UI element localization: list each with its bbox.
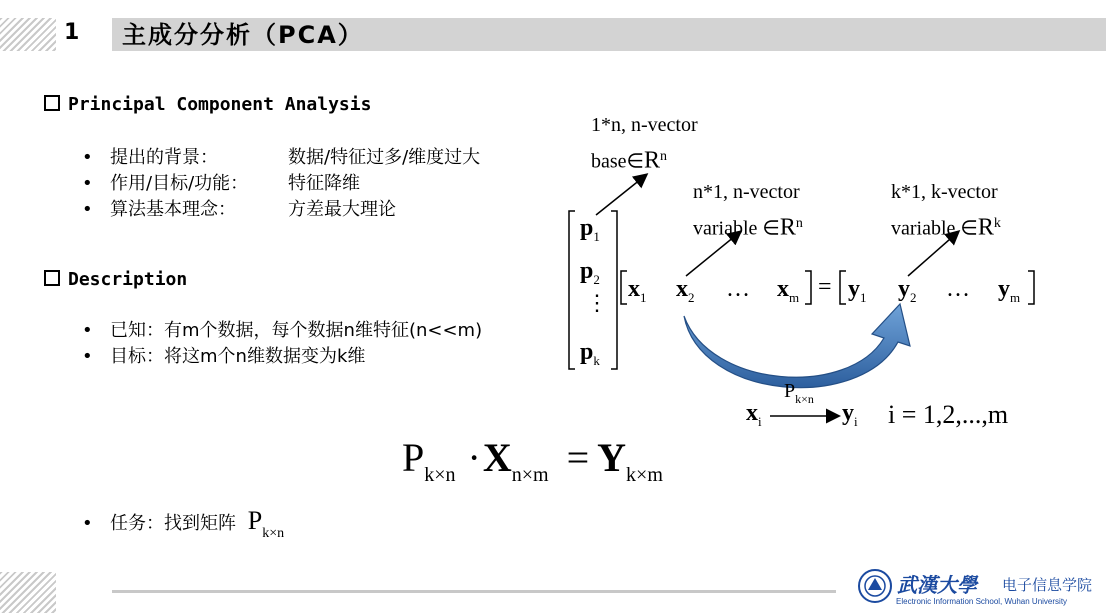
row-equals: = xyxy=(818,274,832,300)
y-entry: $y_1$ xyxy=(848,276,867,305)
bullet-dot-icon: • xyxy=(82,320,93,341)
school-name-cn: 电子信息学院 xyxy=(1002,576,1093,594)
bullet-dot-icon: • xyxy=(82,173,93,194)
pointer-arrow-base xyxy=(596,175,646,215)
item-text: 任务：找到矩阵 xyxy=(110,513,236,534)
transform-curved-arrow xyxy=(684,304,910,388)
footer-hatch-left xyxy=(0,572,56,613)
mapping-label: $P_{k\times n}$ xyxy=(784,380,814,406)
x-row-right-bracket xyxy=(805,271,811,304)
y-row-left-bracket xyxy=(840,271,846,304)
slide-number: 1 xyxy=(64,20,80,45)
item-text: 目标：将这m个n维数据变为k维 xyxy=(110,346,366,367)
variable-note-line2: variable $\in R^n$ xyxy=(693,214,803,241)
bullet-dot-icon: • xyxy=(82,513,93,534)
item-text: 已知：有m个数据，每个数据n维特征(n<<m) xyxy=(110,320,483,341)
pointer-arrow-y2 xyxy=(908,232,958,276)
y-entry: $y_2$ xyxy=(898,276,917,305)
y-ellipsis: … xyxy=(946,276,970,302)
x-ellipsis: … xyxy=(726,276,750,302)
k-note-line1: k*1, k-vector xyxy=(891,181,998,203)
item-value: 数据/特征过多/维度过大 xyxy=(288,147,481,168)
p-entry: $p_2$ xyxy=(580,258,600,287)
university-name-cn: 武漢大學 xyxy=(897,573,977,597)
x-entry: $x_2$ xyxy=(676,276,695,305)
x-entry: $x_1$ xyxy=(628,276,647,305)
p-matrix-right-bracket xyxy=(611,211,617,369)
page-title: 主成分分析（PCA） xyxy=(122,21,364,49)
base-note-line2: $base\in R^n$ xyxy=(591,147,667,174)
p-entry: $p_1$ xyxy=(580,215,600,244)
mapping-from: $x_i$ xyxy=(746,400,762,429)
k-note-line2: variable $\in R^k$ xyxy=(891,214,1001,241)
x-entry: $x_m$ xyxy=(777,276,800,305)
footer-divider xyxy=(112,590,836,593)
index-range: i = 1,2,...,m xyxy=(888,400,1009,429)
bullet-dot-icon: • xyxy=(82,199,93,220)
x-row-left-bracket xyxy=(621,271,627,304)
item-label: 提出的背景： xyxy=(110,147,218,168)
y-entry: $y_m$ xyxy=(998,276,1021,305)
item-value: 方差最大理论 xyxy=(288,199,396,220)
section-heading-text: Description xyxy=(68,269,188,290)
p-entry: $p_k$ xyxy=(580,339,600,368)
section-heading-text: Principal Component Analysis xyxy=(68,94,372,115)
p-entry-dots: ⋮ xyxy=(586,290,608,315)
task-matrix-symbol: $P_{k\times n}$ xyxy=(247,506,285,541)
list-item-task xyxy=(82,508,284,547)
y-row-right-bracket xyxy=(1028,271,1034,304)
bullet-dot-icon: • xyxy=(82,147,93,168)
variable-note-line1: n*1, n-vector xyxy=(693,181,800,203)
item-label: 作用/目标/功能： xyxy=(110,173,249,194)
p-matrix-left-bracket xyxy=(569,211,575,369)
main-equation: $P_{k\times n} \cdot X_{n\times m} = Y_{k\times m}$ xyxy=(402,435,663,486)
item-value: 特征降维 xyxy=(288,173,360,194)
item-label: 算法基本理念： xyxy=(110,199,236,220)
mapping-to: $y_i$ xyxy=(842,400,858,429)
school-name-en: Electronic Information School, Wuhan University xyxy=(896,597,1068,606)
pointer-arrow-x2 xyxy=(686,232,740,276)
bullet-dot-icon: • xyxy=(82,346,93,367)
base-note-line1: 1*n, n-vector xyxy=(591,114,698,136)
university-emblem-icon xyxy=(857,568,893,604)
